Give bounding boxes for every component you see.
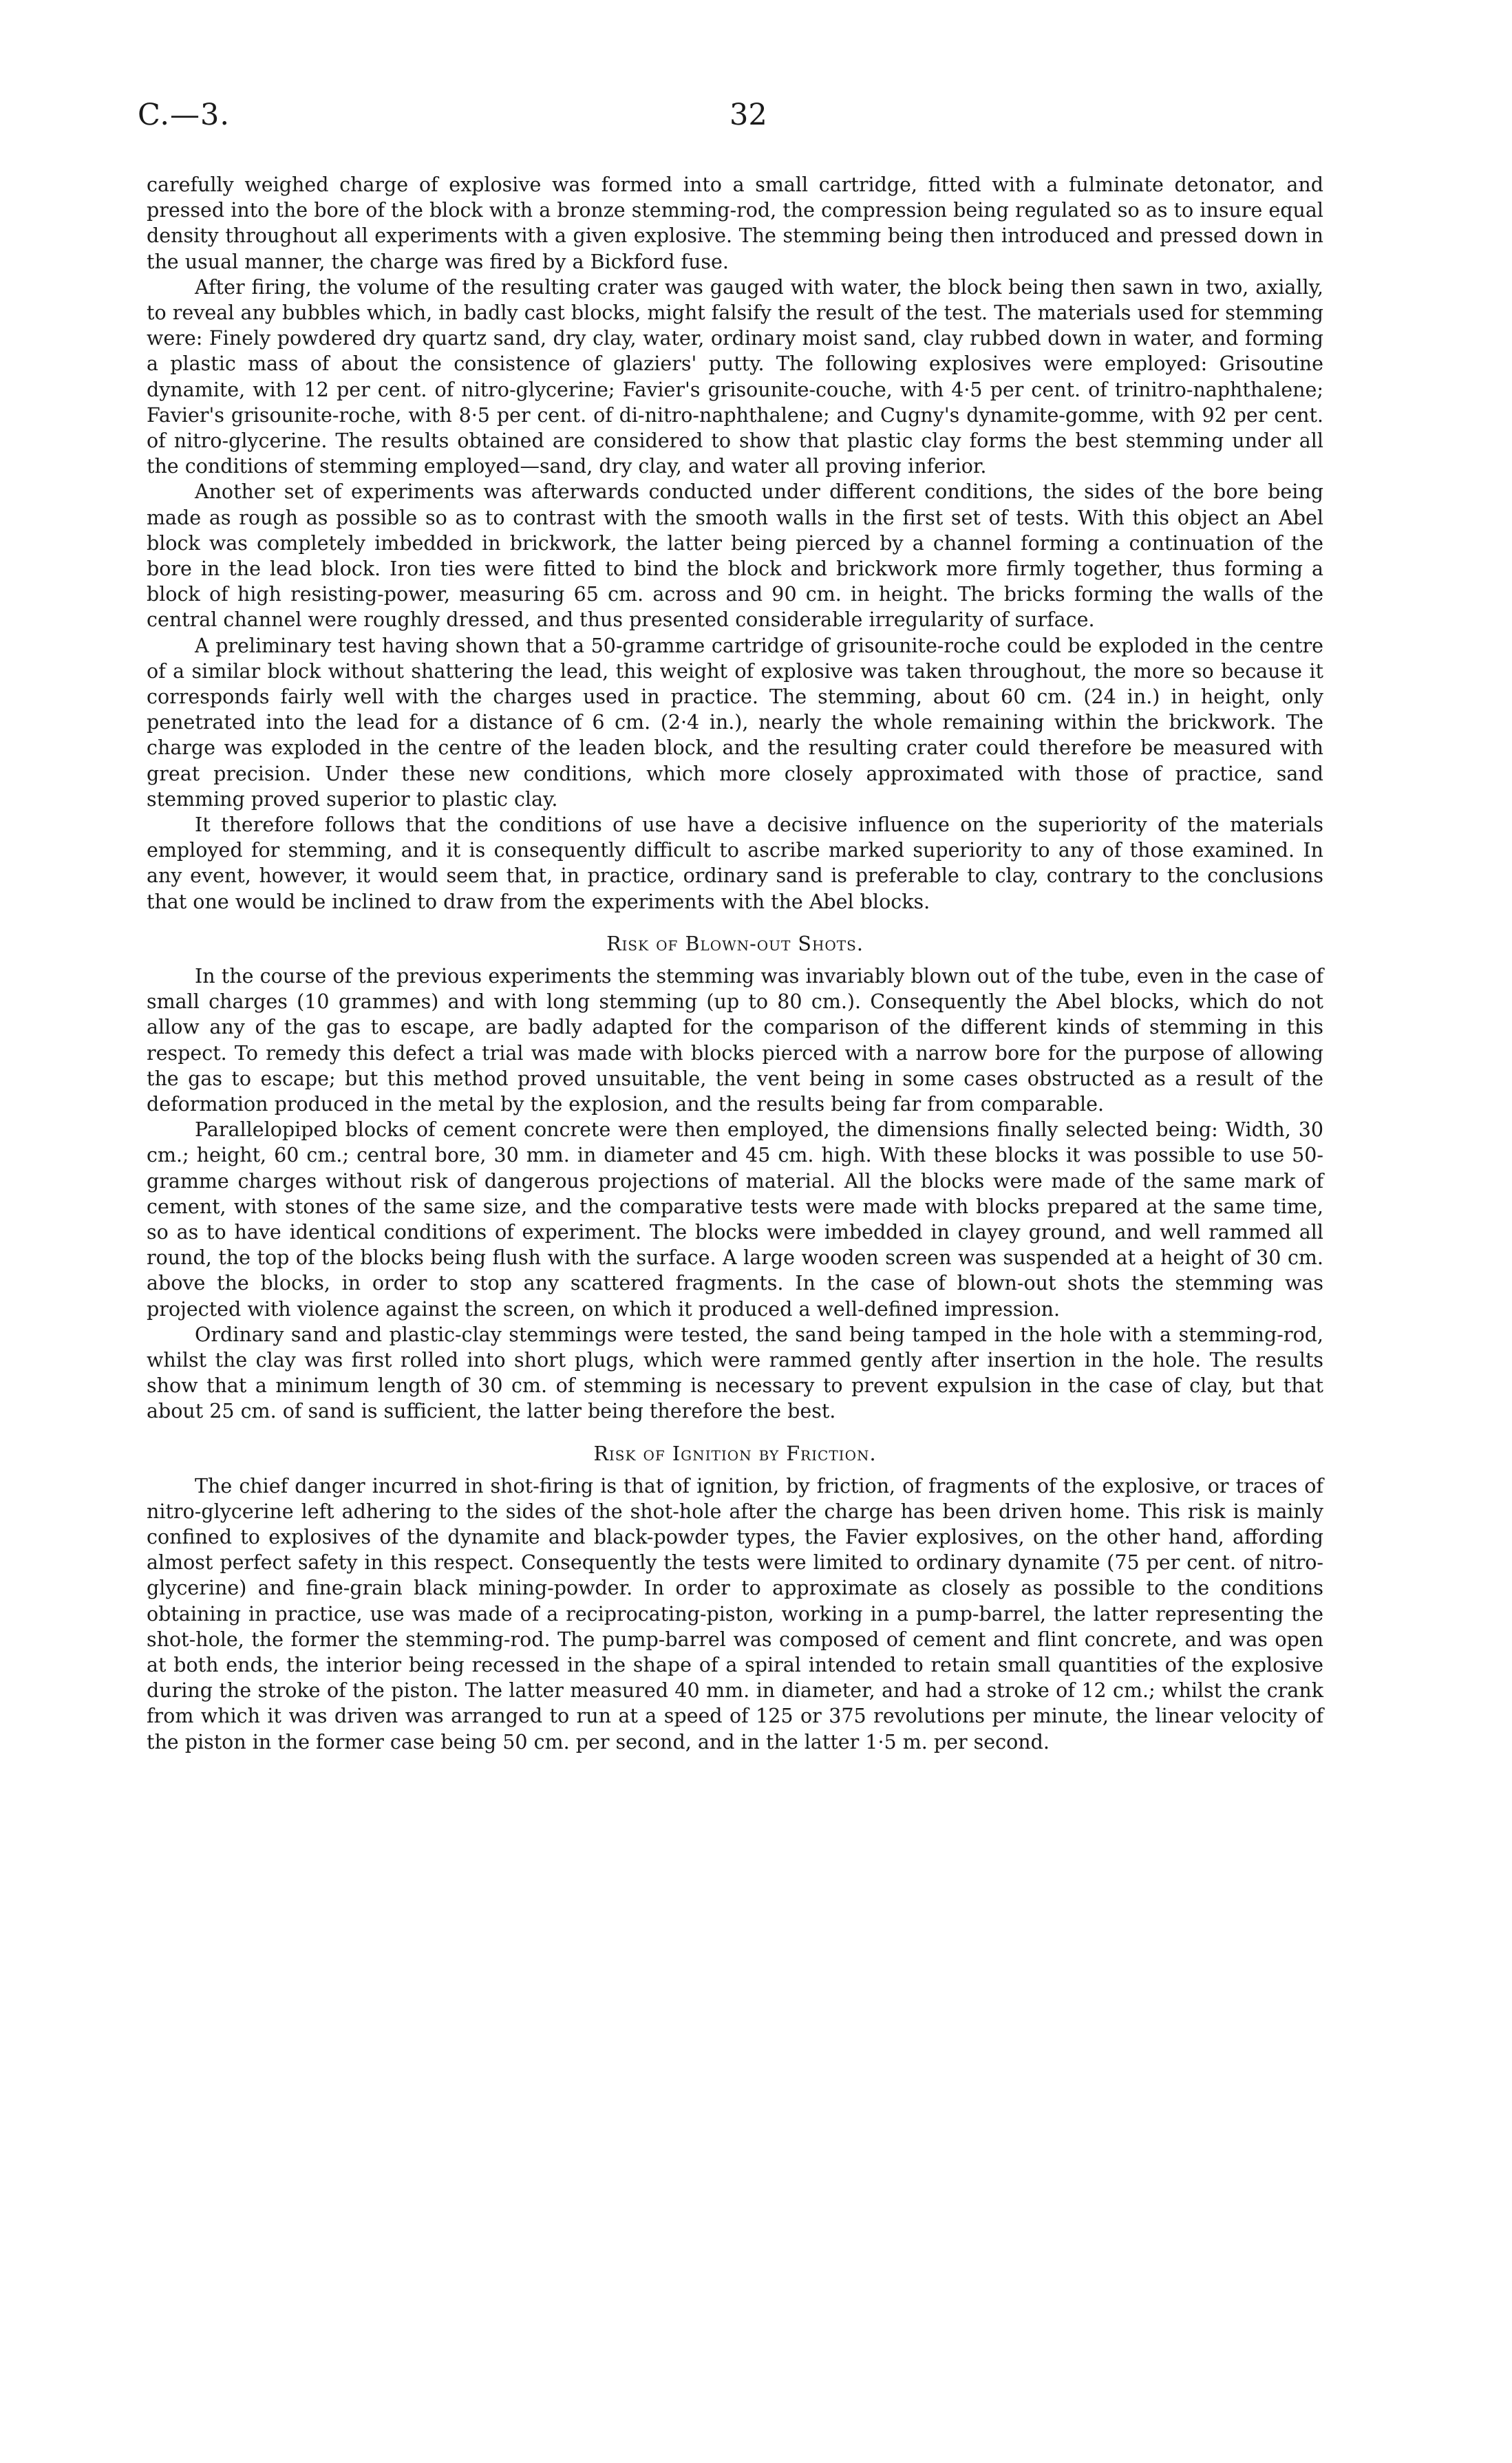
paragraph: In the course of the previous experiments the stemming was invariably blown out of the tube, even in the case of small charges (10 grammes) and with long stemming (up to 80 cm.). Consequently the Abel blocks, which do not allow any of the gas to escape, are badly adapted for the comparison of the different kinds of stemming in this respect. To remedy this defect a trial was made with blocks pierced with a narrow bore for the purpose of allowing the gas to escape; but this method proved unsuitable, the vent being in some cases obstructed as a result of the deformation produced in the metal by the explosion, and the results being far from comparable. bbox=[147, 964, 1323, 1116]
paragraph: It therefore follows that the conditions of use have a decisive influence on the superiority of the materials employed for stemming, and it is consequently difficult to ascribe marked superiority to any of those examined. In any event, however, it would seem that, in practice, ordinary sand is preferable to clay, contrary to the conclusions that one would be inclined to draw from the experiments with the Abel blocks. bbox=[147, 813, 1323, 913]
page-number: 32 bbox=[730, 98, 767, 132]
body-text bbox=[147, 172, 1323, 1755]
paragraph: Another set of experiments was afterwards conducted under different conditions, the sides of the bore being made as rough as possible so as to contrast with the smooth walls in the first set of tests. With this object an Abel block was completely imbedded in brickwork, the latter being pierced by a channel forming a continuation of the bore in the lead block. Iron ties were fitted to bind the block and brickwork more firmly together, thus forming a block of high resisting-power, measuring 65 cm. across and 90 cm. in height. The bricks forming the walls of the central channel were roughly dressed, and thus presented considerable irregularity of surface. bbox=[147, 480, 1323, 632]
section-heading-ignition-by-friction: Risk of Ignition by Friction. bbox=[593, 1442, 877, 1465]
paragraph: Parallelopiped blocks of cement concrete were then employed, the dimensions finally selected being: Width, 30 cm.; height, 60 cm.; central bore, 30 mm. in diameter and 45 cm. high. With these blocks it was possible to use 50-gramme charges without risk of dangerous projections of material. All the blocks were made of the same mark of cement, with stones of the same size, and the comparative tests were made with blocks prepared at the same time, so as to have identical conditions of experiment. The blocks were imbedded in clayey ground, and well rammed all round, the top of the blocks being flush with the surface. A large wooden screen was suspended at a height of 30 cm. above the blocks, in order to stop any scattered fragments. In the case of blown-out shots the stemming was projected with violence against the screen, on which it produced a well-defined impression. bbox=[147, 1118, 1323, 1321]
paragraph: The chief danger incurred in shot-firing is that of ignition, by friction, of fragments of the explosive, or traces of nitro-glycerine left adhering to the sides of the shot-hole after the charge has been driven home. This risk is mainly confined to explosives of the dynamite and black-powder types, the Favier explosives, on the other hand, affording almost perfect safety in this respect. Consequently the tests were limited to ordinary dynamite (75 per cent. of nitro-glycerine) and fine-grain black mining-powder. In order to approximate as closely as possible to the conditions obtaining in practice, use was made of a reciprocating-piston, working in a pump-barrel, the latter representing the shot-hole, the former the stemming-rod. The pump-barrel was composed of cement and flint concrete, and was open at both ends, the interior being recessed in the shape of a spiral intended to retain small quantities of the explosive during the stroke of the piston. The latter measured 40 mm. in diameter, and had a stroke of 12 cm.; whilst the crank from which it was driven was arranged to run at a speed of 125 or 375 revolutions per minute, the linear velocity of the piston in the former case being 50 cm. per second, and in the latter 1·5 m. per second. bbox=[147, 1474, 1323, 1753]
paragraph: carefully weighed charge of explosive was formed into a small cartridge, fitted with a fulminate detonator, and pressed into the bore of the block with a bronze stemming-rod, the compression being regulated so as to insure equal density throughout all experiments with a given explosive. The stemming being then introduced and pressed down in the usual manner, the charge was fired by a Bickford fuse. bbox=[147, 173, 1323, 273]
paragraph: After firing, the volume of the resulting crater was gauged with water, the block being then sawn in two, axially, to reveal any bubbles which, in badly cast blocks, might falsify the result of the test. The materials used for stemming were: Finely powdered dry quartz sand, dry clay, water, ordinary moist sand, clay rubbed down in water, and forming a plastic mass of about the consistence of glaziers' putty. The following explosives were employed: Grisoutine dynamite, with 12 per cent. of nitro-glycerine; Favier's grisounite-couche, with 4·5 per cent. of trinitro-naphthalene; Favier's grisounite-roche, with 8·5 per cent. of di-nitro-naphthalene; and Cugny's dynamite-gomme, with 92 per cent. of nitro-glycerine. The results obtained are considered to show that plastic clay forms the best stemming under all the conditions of stemming employed—sand, dry clay, and water all proving inferior. bbox=[147, 275, 1323, 478]
section-heading-blown-out-shots: Risk of Blown-out Shots. bbox=[606, 932, 864, 955]
paragraph: A preliminary test having shown that a 50-gramme cartridge of grisounite-roche could be exploded in the centre of a similar block without shattering the lead, this weight of explosive was taken throughout, the more so because it corresponds fairly well with the charges used in practice. The stemming, about 60 cm. (24 in.) in height, only penetrated into the lead for a distance of 6 cm. (2·4 in.), nearly the whole remaining within the brickwork. The charge was exploded in the centre of the leaden block, and the resulting crater could therefore be measured with great precision. Under these new conditions, which more closely approximated with those of practice, sand stemming proved superior to plastic clay. bbox=[147, 634, 1323, 811]
document-reference: C.—3. bbox=[138, 98, 231, 132]
paragraph: Ordinary sand and plastic-clay stemmings were tested, the sand being tamped in the hole with a stemming-rod, whilst the clay was first rolled into short plugs, which were rammed gently after insertion in the hole. The results show that a minimum length of 30 cm. of stemming is necessary to prevent expulsion in the case of clay, but that about 25 cm. of sand is sufficient, the latter being therefore the best. bbox=[147, 1323, 1323, 1423]
page-header bbox=[138, 98, 1376, 139]
